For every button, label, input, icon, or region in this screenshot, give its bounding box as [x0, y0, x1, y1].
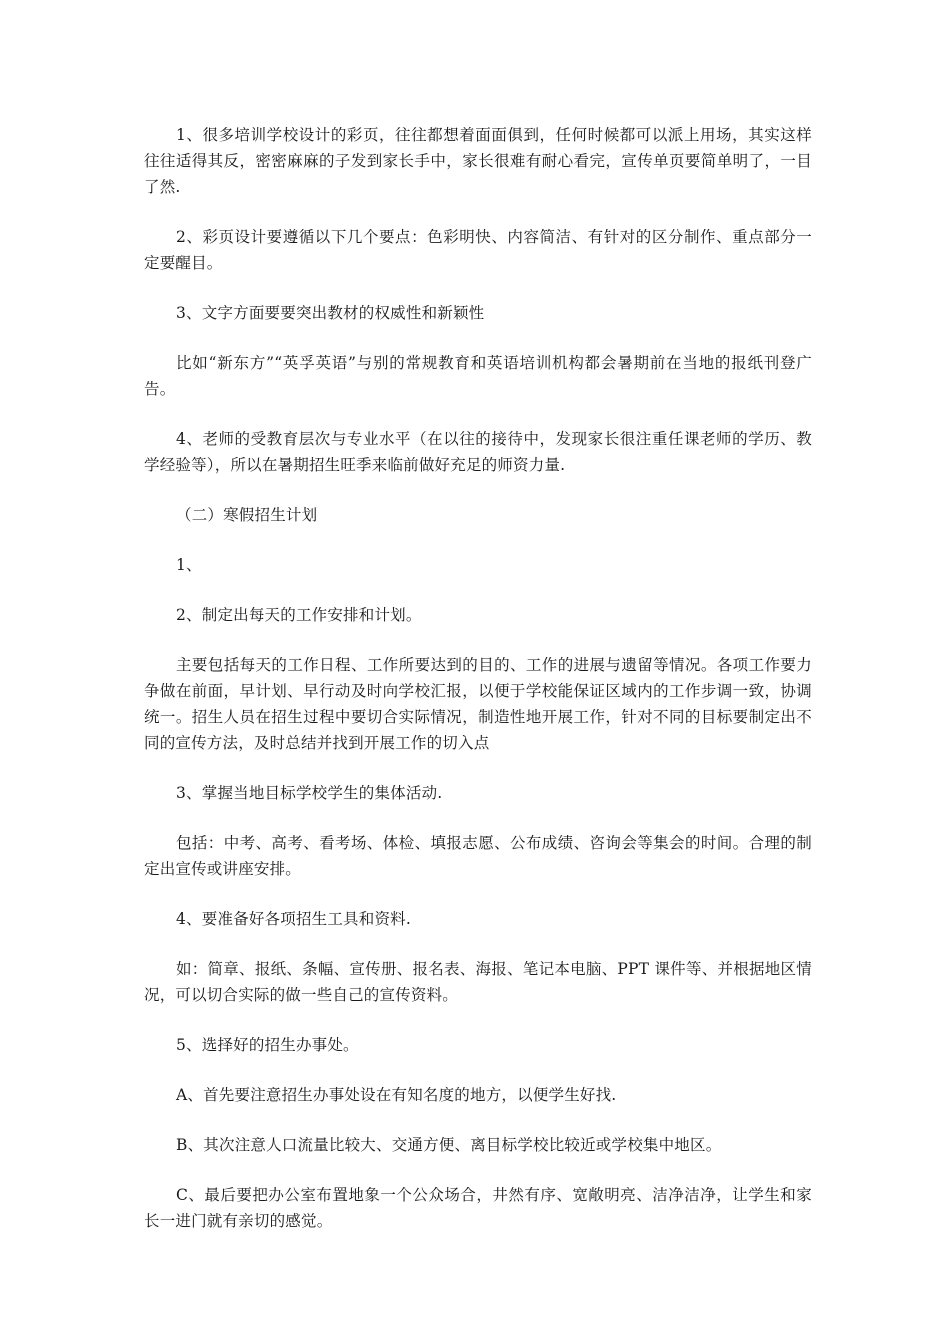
- paragraph-4: 比如“新东方”“英孚英语”与别的常规教育和英语培训机构都会暑期前在当地的报纸刊登广告。: [144, 354, 812, 398]
- paragraph-9: 主要包括每天的工作日程、工作所要达到的目的、工作的进展与遗留等情况。各项工作要力争做在前面，早计划、早行动及时向学校汇报，以便于学校能保证区域内的工作步调一致，协调统一。招生人员在招生过程中要切合实际情况，制造性地开展工作，针对不同的目标要制定出不同的宣传方法，及时总结并找到开展工作的切入点: [144, 656, 812, 752]
- document-body: [144, 122, 812, 1258]
- paragraph-3: 3、文字方面要要突出教材的权威性和新颖性: [176, 304, 485, 322]
- paragraph-13: 如：简章、报纸、条幅、宣传册、报名表、海报、笔记本电脑、PPT 课件等、并根据地区情况，可以切合实际的做一些自己的宣传资料。: [144, 960, 812, 1004]
- paragraph-15: A、首先要注意招生办事处设在有知名度的地方，以便学生好找.: [176, 1086, 617, 1104]
- paragraph-2: 2、彩页设计要遵循以下几个要点：色彩明快、内容简洁、有针对的区分制作、重点部分一定要醒目。: [144, 228, 812, 272]
- paragraph-1: 1、很多培训学校设计的彩页，往往都想着面面俱到，任何时候都可以派上用场，其实这样往往适得其反，密密麻麻的子发到家长手中，家长很难有耐心看完，宣传单页要简单明了，一目了然.: [144, 126, 812, 196]
- paragraph-10: 3、掌握当地目标学校学生的集体活动.: [176, 784, 443, 802]
- paragraph-14: 5、选择好的招生办事处。: [176, 1036, 359, 1054]
- paragraph-16: B、其次注意人口流量比较大、交通方便、离目标学校比较近或学校集中地区。: [176, 1136, 722, 1154]
- paragraph-17: C、最后要把办公室布置地象一个公众场合，井然有序、宽敞明亮、洁净洁净，让学生和家长一进门就有亲切的感觉。: [144, 1186, 812, 1230]
- paragraph-11: 包括：中考、高考、看考场、体检、填报志愿、公布成绩、咨询会等集会的时间。合理的制定出宣传或讲座安排。: [144, 834, 812, 878]
- paragraph-7: 1、: [176, 556, 202, 574]
- paragraph-8: 2、制定出每天的工作安排和计划。: [176, 606, 422, 624]
- section-heading: （二）寒假招生计划: [176, 506, 318, 524]
- paragraph-5: 4、老师的受教育层次与专业水平（在以往的接待中，发现家长很注重任课老师的学历、教学经验等），所以在暑期招生旺季来临前做好充足的师资力量.: [144, 430, 812, 474]
- paragraph-12: 4、要准备好各项招生工具和资料.: [176, 910, 411, 928]
